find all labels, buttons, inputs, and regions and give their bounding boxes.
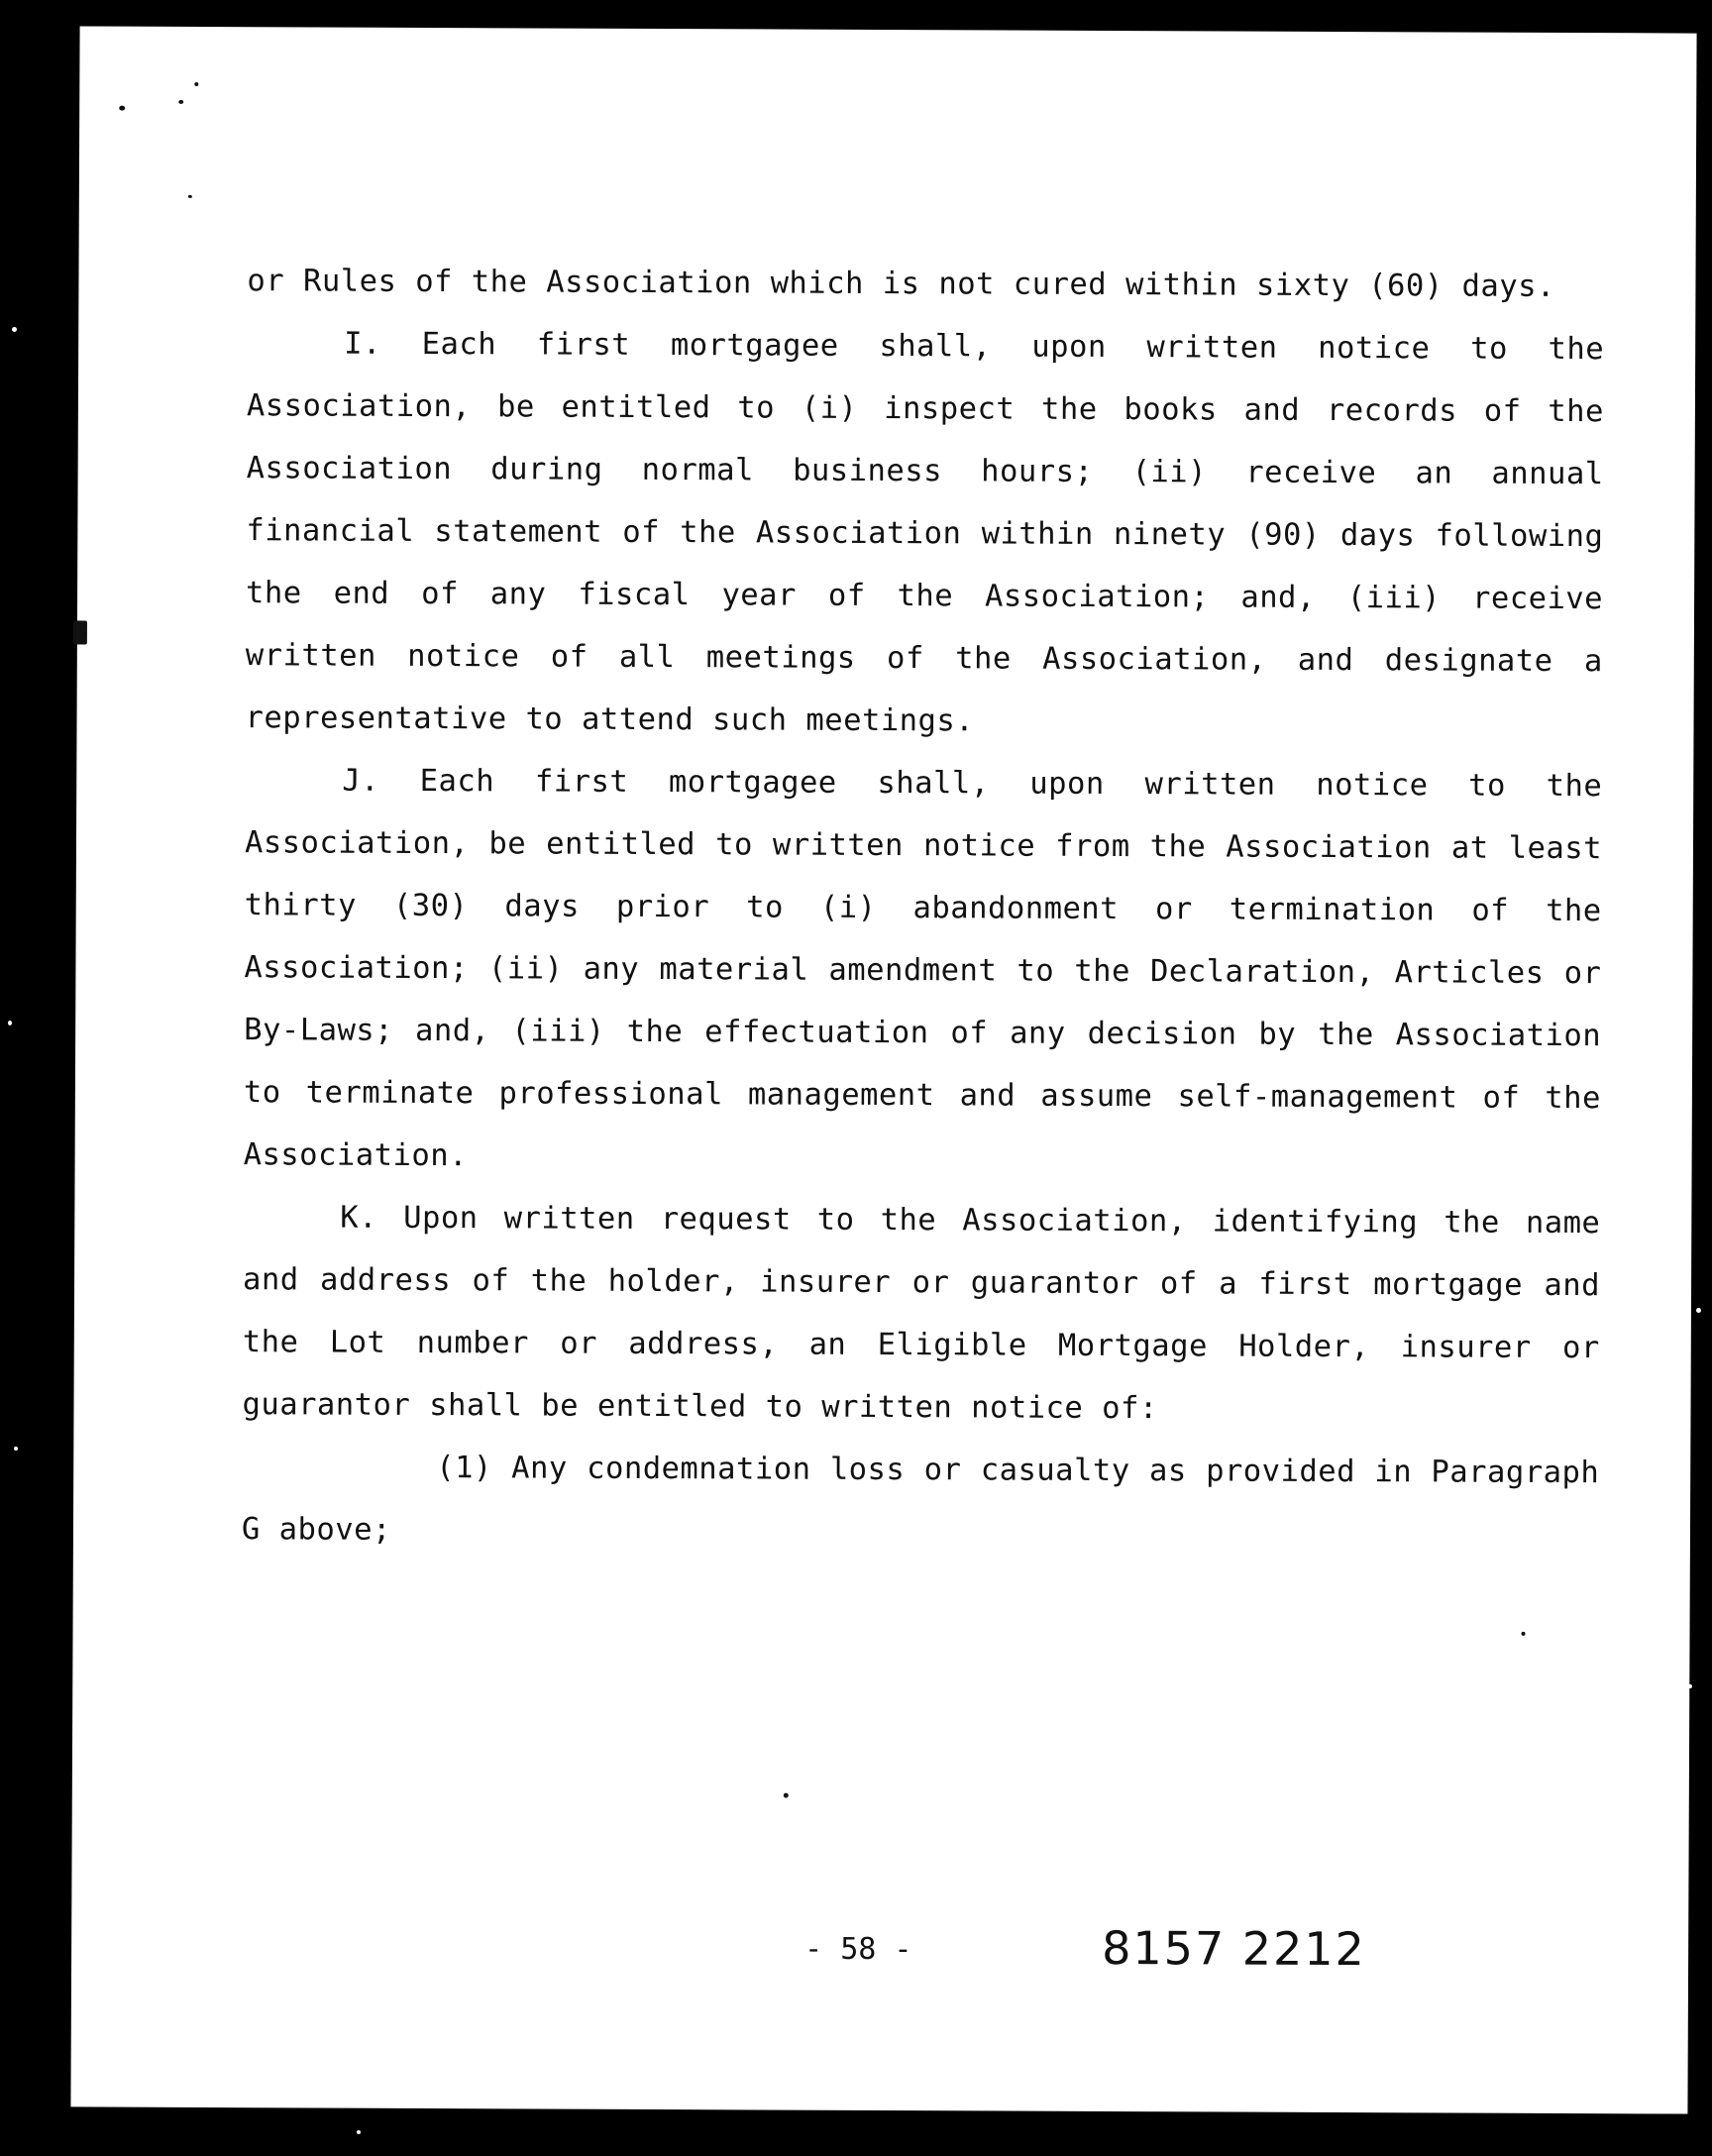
scan-speck — [194, 82, 198, 86]
paragraph-k: K. Upon written request to the Association, identifying the name and address of the holder, insurer or guarantor of a first mortgage and the Lot number or address, an Eligible Mortgage Holder, insurer or guarantor shall be entitled to written notice of: — [242, 1200, 1601, 1427]
document-code: 8157 2212 — [1102, 1920, 1367, 1977]
document-body — [242, 250, 1605, 1566]
scan-speck — [14, 1447, 18, 1451]
scan-speck — [73, 620, 87, 644]
scan-speck — [1688, 1684, 1692, 1688]
scan-speck — [8, 1021, 12, 1025]
paragraph-j: J. Each first mortgagee shall, upon written notice to the Association, be entitled to written notice from the Association at least thirty (30) days prior to (i) abandonment or termination of the Association; (ii) any material amendment to the Declaration, Articles or By-Laws; and, (iii) the effectuation of any decision by the Association to terminate professional management and assume self-management of the Association. — [243, 763, 1603, 1174]
scan-speck — [12, 327, 17, 332]
scan-speck — [1696, 1308, 1701, 1313]
page-number: - 58 - — [804, 1931, 912, 1968]
paragraph-k-item-1: (1) Any condemnation loss or casualty as provided in Paragraph G above; — [241, 1451, 1600, 1548]
scan-speck — [357, 2130, 361, 2134]
paragraph-continuation: or Rules of the Association which is not cured within sixty (60) days. — [247, 264, 1555, 304]
paragraph-i: I. Each first mortgagee shall, upon written notice to the Association, be entitled to (i) inspect the books and records of the Association during normal business hours; (ii) receive an annual financial statement of the Association within ninety (90) days following the end of any fiscal year of the Association; and, (iii) receive written notice of all meetings of the Association, and designate a representative to attend such meetings. — [245, 326, 1605, 739]
scan-speck — [119, 106, 125, 111]
scan-speck — [784, 1793, 789, 1798]
scan-speck — [1522, 1632, 1526, 1636]
document-page — [70, 26, 1696, 2113]
scan-speck — [178, 100, 183, 104]
scan-speck — [188, 195, 192, 198]
